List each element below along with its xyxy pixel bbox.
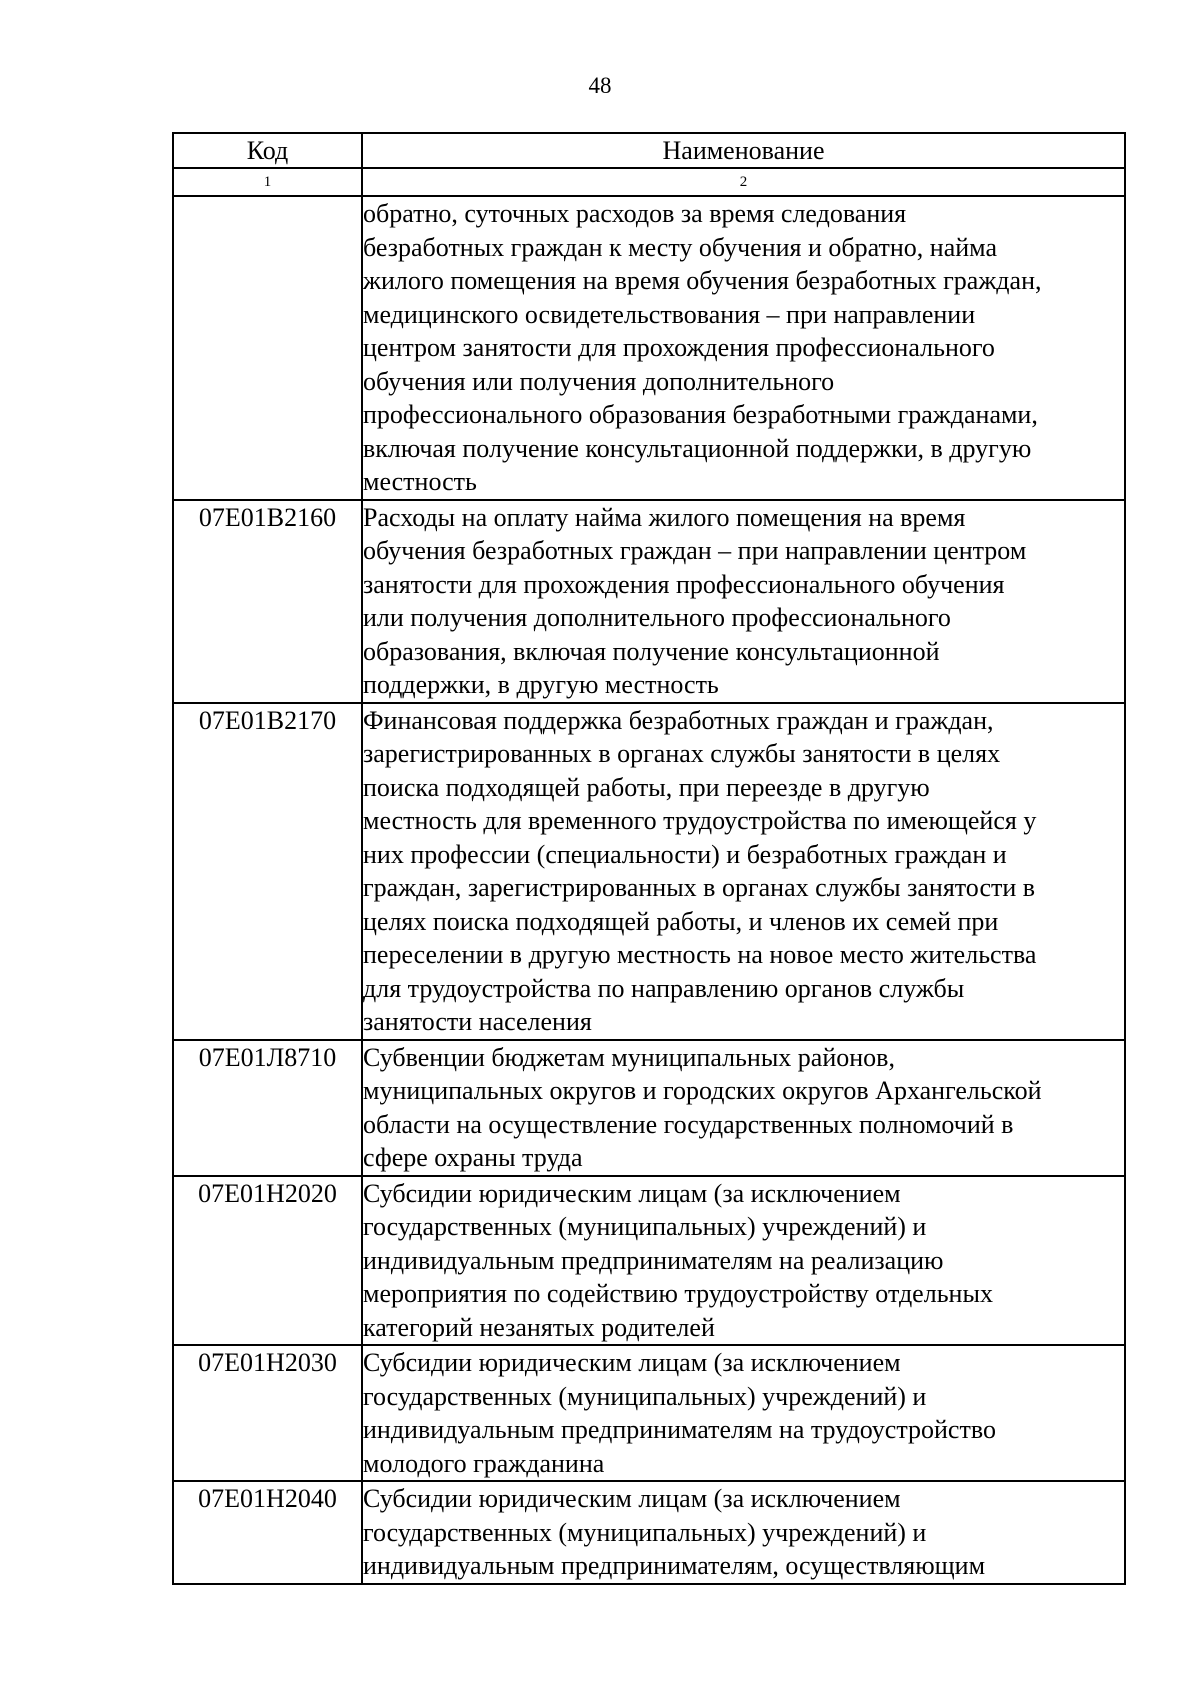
row-code: 07Е01Л8710	[173, 1040, 362, 1176]
budget-codes-table	[172, 132, 1126, 1585]
row-name-line: государственных (муниципальных) учреждений) и	[363, 1517, 927, 1547]
row-name-line: поиска подходящей работы, при переезде в другую	[363, 772, 930, 802]
column-header-name: Наименование	[362, 133, 1125, 168]
row-name-line: поддержки, в другую местность	[363, 670, 719, 699]
row-name-line: зарегистрированных в органах службы занятости в целях	[363, 739, 1001, 768]
table-body	[173, 196, 1125, 1584]
page-number: 48	[588, 73, 612, 98]
row-name-line: местность	[363, 467, 477, 496]
row-code: 07Е01Н2020	[173, 1176, 362, 1346]
row-name-line: занятости населения	[363, 1007, 592, 1036]
row-name-line: Субсидии юридическим лицам (за исключением	[363, 1348, 901, 1377]
row-name-line: Финансовая поддержка безработных граждан и граждан,	[363, 705, 994, 735]
row-name-line: граждан, зарегистрированных в органах службы занятости в	[363, 873, 1036, 902]
row-name-line: Расходы на оплату найма жилого помещения на время	[363, 502, 966, 532]
row-name	[362, 703, 1125, 1040]
row-name-line: индивидуальным предпринимателям на реализацию	[363, 1245, 944, 1275]
row-name-line: центром занятости для прохождения профессионального	[363, 333, 995, 362]
row-name-line: профессионального образования безработными гражданами,	[363, 400, 1038, 429]
row-name	[362, 196, 1125, 500]
table-header-row	[173, 133, 1125, 168]
row-name-line: них профессии (специальности) и безработных граждан и	[363, 839, 1007, 869]
row-code: 07Е01В2170	[173, 703, 362, 1040]
row-code: 07Е01Н2040	[173, 1481, 362, 1584]
table-row	[173, 500, 1125, 703]
row-code	[173, 196, 362, 500]
row-name-line: сфере охраны труда	[363, 1143, 583, 1172]
row-name-line: области на осуществление государственных полномочий в	[363, 1109, 1014, 1139]
row-name-line: образования, включая получение консультационной	[363, 636, 940, 666]
table-row	[173, 1040, 1125, 1176]
row-name-line: безработных граждан к месту обучения и обратно, найма	[363, 232, 997, 262]
row-name	[362, 500, 1125, 703]
row-name-line: мероприятия по содействию трудоустройству отдельных	[363, 1279, 993, 1308]
row-name-line: Субвенции бюджетам муниципальных районов,	[363, 1042, 895, 1072]
row-name-line: индивидуальным предпринимателям, осуществляющим	[363, 1551, 986, 1580]
row-code: 07Е01Н2030	[173, 1345, 362, 1481]
row-name-line: государственных (муниципальных) учреждений) и	[363, 1212, 927, 1241]
row-name-line: индивидуальным предпринимателям на трудоустройство	[363, 1415, 996, 1444]
column-number-1: 1	[173, 168, 362, 196]
row-name-line: переселении в другую местность на новое место жительства	[363, 940, 1037, 969]
row-code: 07Е01В2160	[173, 500, 362, 703]
row-name-line: для трудоустройства по направлению органов службы	[363, 973, 965, 1003]
row-name-line: целях поиска подходящей работы, и членов их семей при	[363, 906, 999, 936]
row-name	[362, 1345, 1125, 1481]
table-row	[173, 1345, 1125, 1481]
table-row	[173, 196, 1125, 500]
row-name	[362, 1040, 1125, 1176]
row-name	[362, 1481, 1125, 1584]
table-row	[173, 703, 1125, 1040]
row-name-line: медицинского освидетельствования – при направлении	[363, 299, 976, 329]
row-name-line: обучения безработных граждан – при направлении центром	[363, 536, 1027, 565]
column-number-row	[173, 168, 1125, 196]
table-row	[173, 1481, 1125, 1584]
row-name-line: жилого помещения на время обучения безработных граждан,	[363, 266, 1042, 295]
row-name-line: Субсидии юридическим лицам (за исключением	[363, 1484, 901, 1513]
row-name-line: включая получение консультационной поддержки, в другую	[363, 433, 1032, 463]
row-name-line: Субсидии юридическим лицам (за исключением	[363, 1178, 901, 1208]
table-row	[173, 1176, 1125, 1346]
row-name-line: местность для временного трудоустройства по имеющейся у	[363, 806, 1037, 835]
row-name-line: обратно, суточных расходов за время следования	[363, 199, 907, 228]
row-name-line: государственных (муниципальных) учреждений) и	[363, 1381, 927, 1411]
row-name-line: муниципальных округов и городских округов Архангельской	[363, 1076, 1042, 1105]
column-header-code: Код	[173, 133, 362, 168]
row-name-line: или получения дополнительного профессионального	[363, 603, 951, 632]
column-number-2: 2	[362, 168, 1125, 196]
row-name-line: занятости для прохождения профессионального обучения	[363, 569, 1005, 599]
row-name-line: обучения или получения дополнительного	[363, 366, 835, 396]
row-name-line: категорий незанятых родителей	[363, 1312, 715, 1342]
row-name-line: молодого гражданина	[363, 1448, 605, 1478]
row-name	[362, 1176, 1125, 1346]
